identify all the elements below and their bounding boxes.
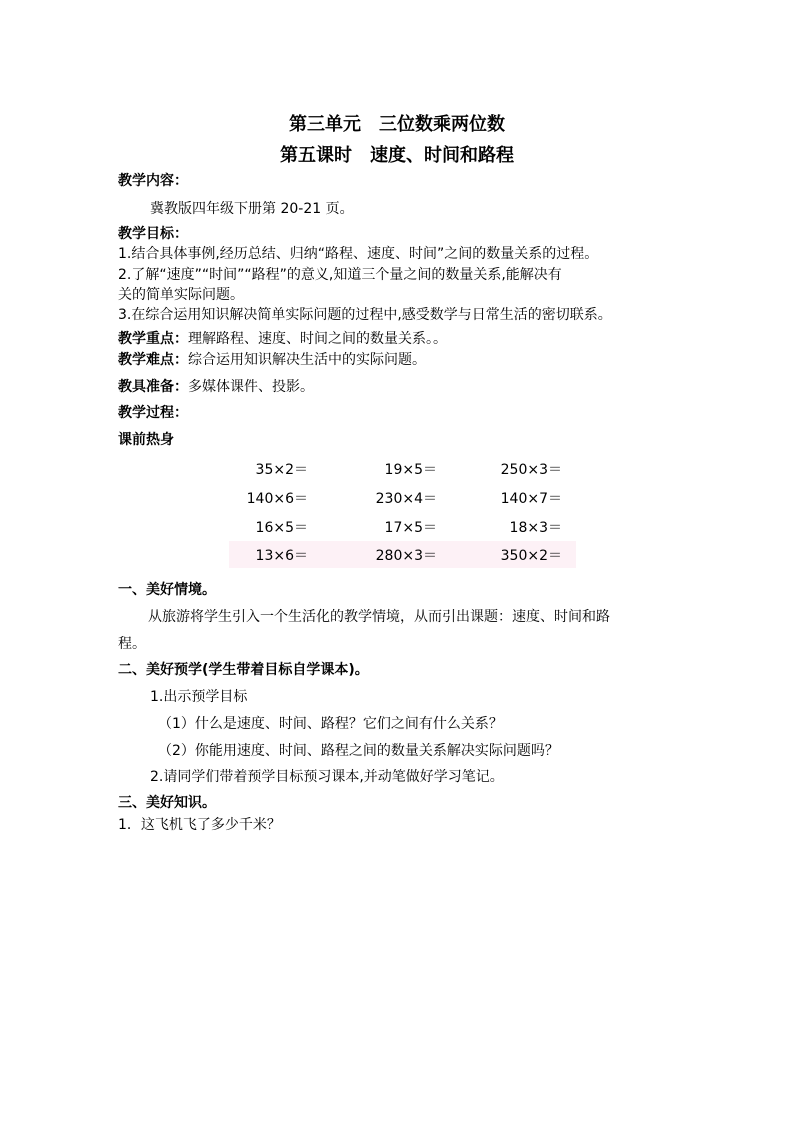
warmup-item: 350×2＝ — [500, 548, 562, 564]
warmup-heading: 课前热身 — [118, 432, 174, 448]
goal-1: 1.结合具体事例,经历总结、归纳“路程、速度、时间”之间的数量关系的过程。 — [118, 246, 599, 262]
warmup-item: 250×3＝ — [500, 462, 562, 478]
teaching-prep — [118, 377, 314, 397]
section-3-question-1: 1．这飞机飞了多少千米？ — [118, 817, 281, 833]
warmup-item: 140×7＝ — [500, 491, 562, 507]
section-1-text: 从旅游将学生引入一个生活化的教学情境，从而引出课题：速度、时间和路 — [148, 609, 610, 625]
unit-title: 第三单元 三位数乘两位数 — [289, 114, 505, 135]
content-heading: 教学内容： — [118, 173, 188, 189]
section-2-question-1: （1）什么是速度、时间、路程？它们之间有什么关系？ — [158, 716, 503, 732]
warmup-item: 18×3＝ — [509, 520, 562, 536]
goal-2-line-2: 关的简单实际问题。 — [118, 287, 244, 303]
prep-text: 多媒体课件、投影。 — [188, 379, 314, 395]
process-heading: 教学过程： — [118, 405, 188, 421]
warmup-item: 16×5＝ — [255, 520, 308, 536]
warmup-item: 19×5＝ — [384, 462, 437, 478]
section-2-item-2: 2.请同学们带着预学目标预习课本,并动笔做好学习笔记。 — [150, 769, 504, 785]
lesson-title: 第五课时 速度、时间和路程 — [280, 145, 514, 166]
warmup-item: 17×5＝ — [384, 520, 437, 536]
key-point — [118, 329, 447, 349]
section-2-question-2: （2）你能用速度、时间、路程之间的数量关系解决实际问题吗？ — [158, 743, 559, 759]
difficulty-text: 综合运用知识解决生活中的实际问题。 — [188, 352, 426, 368]
warmup-item: 280×3＝ — [375, 548, 437, 564]
goal-3: 3.在综合运用知识解决简单实际问题的过程中,感受数学与日常生活的密切联系。 — [118, 307, 612, 323]
key-point-label: 教学重点： — [118, 331, 188, 347]
section-1-heading: 一、美好情境。 — [118, 582, 216, 598]
prep-label: 教具准备： — [118, 379, 188, 395]
section-1-text-cont: 程。 — [118, 636, 146, 652]
warmup-item: 230×4＝ — [375, 491, 437, 507]
key-point-text: 理解路程、速度、时间之间的数量关系。。 — [188, 331, 447, 347]
warmup-item: 35×2＝ — [255, 462, 308, 478]
goals-heading: 教学目标： — [118, 226, 188, 242]
difficulty-label: 教学难点： — [118, 352, 188, 368]
warmup-item: 140×6＝ — [246, 491, 308, 507]
warmup-item: 13×6＝ — [255, 548, 308, 564]
section-2-item-1: 1.出示预学目标 — [150, 689, 248, 705]
section-3-heading: 三、美好知识。 — [118, 795, 216, 811]
content-text: 冀教版四年级下册第 20-21 页。 — [150, 201, 354, 217]
section-2-heading: 二、美好预学(学生带着目标自学课本)。 — [118, 662, 369, 678]
goal-2-line-1: 2.了解“速度”“时间”“路程”的意义,知道三个量之间的数量关系,能解决有 — [118, 267, 562, 283]
difficulty — [118, 350, 426, 370]
